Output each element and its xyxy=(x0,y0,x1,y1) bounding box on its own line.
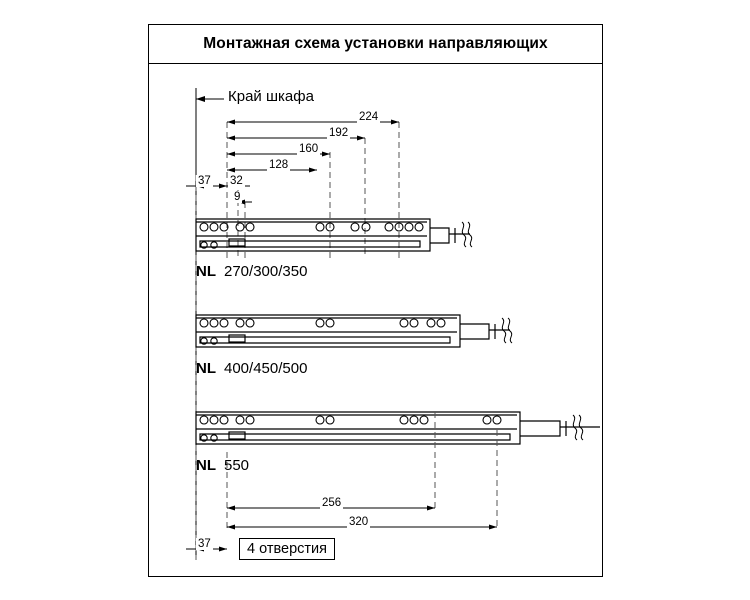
rail-label-3 xyxy=(196,457,249,474)
dimension-256: 256 xyxy=(322,497,342,509)
holes-note: 4 отверстия xyxy=(239,538,335,560)
dimension-128: 128 xyxy=(269,159,289,171)
dimension-32: 32 xyxy=(230,175,243,187)
rail-sizes-1: 270/300/350 xyxy=(224,263,308,280)
dimension-9: 9 xyxy=(234,191,241,203)
cabinet-edge-label: Край шкафа xyxy=(228,88,314,105)
dimension-192: 192 xyxy=(329,127,349,139)
dimension-37-top: 37 xyxy=(198,175,211,187)
dimension-224: 224 xyxy=(359,111,379,123)
rail-prefix-2: NL xyxy=(196,360,216,377)
dimension-160: 160 xyxy=(299,143,319,155)
page-title: Монтажная схема установки направляющих xyxy=(203,34,548,52)
rail-label-2 xyxy=(196,360,307,377)
rail-label-1 xyxy=(196,263,307,280)
rail-sizes-2: 400/450/500 xyxy=(224,360,308,377)
rail-prefix-1: NL xyxy=(196,263,216,280)
dimension-320: 320 xyxy=(349,516,369,528)
dimension-37-bottom: 37 xyxy=(198,538,211,550)
rail-sizes-3: 550 xyxy=(224,457,250,474)
rail-prefix-3: NL xyxy=(196,457,216,474)
